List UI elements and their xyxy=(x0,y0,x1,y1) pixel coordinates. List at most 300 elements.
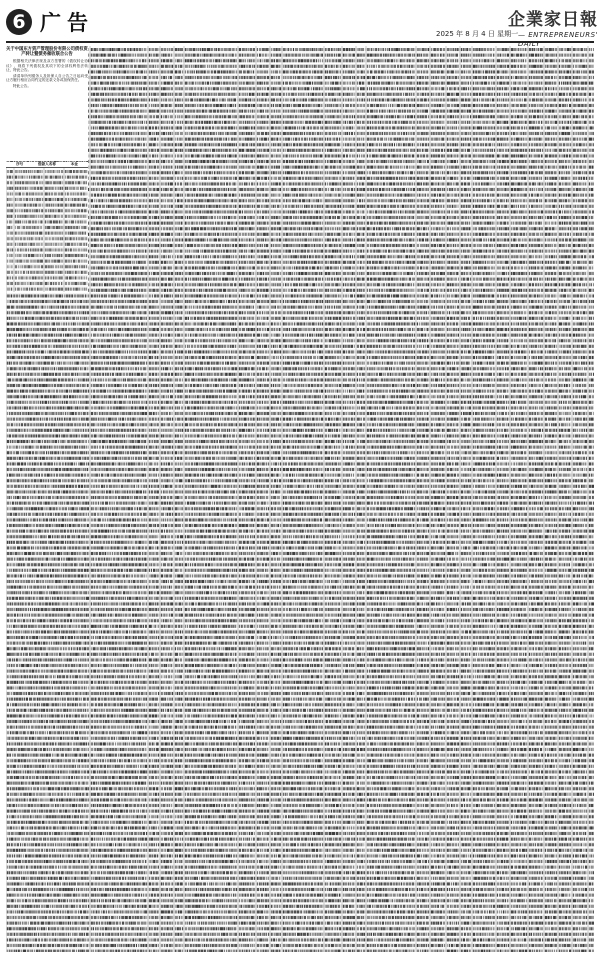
table-cell-text xyxy=(314,54,315,57)
table-cell-text xyxy=(384,65,385,68)
table-cell-text xyxy=(257,70,258,73)
table-cell-text xyxy=(248,115,251,118)
table-cell-text xyxy=(421,76,424,79)
table-cell-text xyxy=(133,48,134,51)
table-cell-text xyxy=(524,87,527,90)
table-cell-text xyxy=(567,54,570,57)
table-cell-text xyxy=(315,93,318,96)
table-cell-text xyxy=(352,59,354,62)
table-cell-text xyxy=(546,54,549,57)
table-cell-text xyxy=(327,70,328,73)
table-cell-text xyxy=(311,54,314,57)
table-cell-text xyxy=(260,59,261,62)
table-cell-text xyxy=(286,70,289,73)
table-cell-text xyxy=(126,115,129,118)
table-cell-text xyxy=(335,48,337,51)
table-cell-text xyxy=(325,110,326,113)
table-cell-text xyxy=(231,87,232,90)
table-cell-text xyxy=(283,93,285,96)
table-cell-text xyxy=(262,54,265,57)
table-cell-text xyxy=(395,104,396,107)
table-cell-text xyxy=(239,70,242,73)
table-cell-text xyxy=(531,65,533,68)
table-cell-text xyxy=(463,59,465,62)
table-cell-text xyxy=(161,115,162,118)
table-cell-text xyxy=(546,48,548,51)
table-cell-text xyxy=(271,48,273,51)
table-cell-text xyxy=(283,110,284,113)
table-cell-text xyxy=(389,48,390,51)
table-cell-text xyxy=(450,48,453,51)
table-cell-text xyxy=(170,93,172,96)
table-cell-text xyxy=(406,59,407,62)
table-cell-text xyxy=(196,110,198,113)
table-cell-text xyxy=(473,82,474,85)
table-cell-text xyxy=(249,93,251,96)
table-cell-text xyxy=(589,54,591,57)
table-cell-text xyxy=(190,76,191,79)
table-cell-text xyxy=(267,87,269,90)
table-cell-text xyxy=(347,82,349,85)
table-cell-text xyxy=(291,65,293,68)
table-cell-text xyxy=(363,54,365,57)
table-cell-text xyxy=(109,48,111,51)
table-cell-text xyxy=(161,93,164,96)
table-cell-text xyxy=(505,70,507,73)
table-cell-text xyxy=(497,87,498,90)
table-cell-text xyxy=(440,98,442,101)
table-cell-text xyxy=(338,82,339,85)
table-cell-text xyxy=(105,48,106,51)
table-cell-text xyxy=(113,104,114,107)
table-cell-text xyxy=(529,104,530,107)
table-cell-text xyxy=(277,93,278,96)
table-cell-text xyxy=(391,110,392,113)
table-cell-text xyxy=(320,59,321,62)
table-cell-text xyxy=(122,82,123,85)
table-cell-text xyxy=(343,98,344,101)
table-cell-text xyxy=(141,87,142,90)
table-cell-text xyxy=(202,59,205,62)
table-cell-text xyxy=(267,115,269,118)
table-cell-text xyxy=(422,48,425,51)
table-cell-text xyxy=(485,98,486,101)
table-cell-text xyxy=(587,104,588,107)
table-cell-text xyxy=(559,93,562,96)
table-cell-text xyxy=(145,70,147,73)
table-cell-text xyxy=(447,93,450,96)
table-cell-text xyxy=(310,59,313,62)
table-cell-text xyxy=(406,98,407,101)
table-cell-text xyxy=(404,110,406,113)
table-cell-text xyxy=(277,104,278,107)
table-cell-text xyxy=(175,70,178,73)
table-cell-text xyxy=(269,48,270,51)
table-cell-text xyxy=(185,76,187,79)
table-cell-text xyxy=(391,82,392,85)
table-cell-text xyxy=(335,59,337,62)
table-cell-text xyxy=(406,104,408,107)
table-cell-text xyxy=(457,48,458,51)
table-cell-text xyxy=(403,76,405,79)
table-cell-text xyxy=(362,93,365,96)
table-cell-text xyxy=(352,76,353,79)
table-cell-text xyxy=(333,48,334,51)
table-cell-text xyxy=(384,70,386,73)
table-cell-text xyxy=(456,70,457,73)
table-cell-text xyxy=(227,110,228,113)
table-cell-text xyxy=(537,110,540,113)
table-cell-text xyxy=(242,115,245,118)
table-cell-text xyxy=(396,54,398,57)
table-cell-text xyxy=(115,110,118,113)
table-cell-text xyxy=(465,48,466,51)
table-cell-text xyxy=(291,93,294,96)
table-cell-text xyxy=(353,70,355,73)
table-cell-text xyxy=(257,82,259,85)
table-cell-text xyxy=(193,48,196,51)
table-cell-text xyxy=(550,104,553,107)
table-cell-text xyxy=(181,59,182,62)
table-cell-text xyxy=(473,65,476,68)
table-cell-text xyxy=(229,48,232,51)
table-cell-text xyxy=(158,82,159,85)
table-cell-text xyxy=(573,110,575,113)
table-cell-text xyxy=(224,93,226,96)
table-cell-text xyxy=(577,48,580,51)
table-cell-text xyxy=(363,76,365,79)
table-cell-text xyxy=(592,110,594,113)
table-cell-text xyxy=(169,104,171,107)
table-cell-text xyxy=(215,98,218,101)
table-cell-text xyxy=(325,104,326,107)
table-cell-text xyxy=(445,93,446,96)
table-cell-text xyxy=(187,48,188,51)
table-cell-text xyxy=(252,76,253,79)
table-cell-text xyxy=(247,70,250,73)
table-cell-text xyxy=(303,48,305,51)
table-cell-text xyxy=(453,54,455,57)
table-cell-text xyxy=(540,110,541,113)
table-cell-text xyxy=(159,48,160,51)
table-cell-text xyxy=(533,93,535,96)
table-cell-text xyxy=(401,70,404,73)
table-cell-text xyxy=(153,76,156,79)
table-cell-text xyxy=(230,76,231,79)
table-cell-text xyxy=(569,110,571,113)
table-cell-text xyxy=(111,76,113,79)
table-cell-text xyxy=(513,110,514,113)
table-cell-text xyxy=(302,87,303,90)
table-cell-text xyxy=(243,70,246,73)
table-cell-text xyxy=(240,93,241,96)
table-cell-text xyxy=(475,59,478,62)
table-cell-text xyxy=(134,65,136,68)
table-cell-text xyxy=(333,104,334,107)
table-cell-text xyxy=(296,98,299,101)
table-cell-text xyxy=(187,93,188,96)
table-cell-text xyxy=(466,76,469,79)
table-cell-text xyxy=(475,82,476,85)
table-cell-text xyxy=(172,98,173,101)
table-cell-text xyxy=(434,104,437,107)
table-cell-text xyxy=(380,54,382,57)
table-cell-text xyxy=(220,110,223,113)
table-cell-text xyxy=(153,93,156,96)
table-cell-text xyxy=(267,104,269,107)
table-cell-text xyxy=(536,48,537,51)
table-cell-text xyxy=(163,87,166,90)
table-cell-text xyxy=(235,76,237,79)
table-cell-text xyxy=(497,54,498,57)
table-cell-text xyxy=(307,54,309,57)
table-cell-text xyxy=(131,76,134,79)
table-cell-text xyxy=(370,104,373,107)
table-cell-text xyxy=(386,82,387,85)
table-cell-text xyxy=(417,98,420,101)
table-cell-text xyxy=(211,65,213,68)
table-cell-text xyxy=(451,70,454,73)
table-cell-text xyxy=(353,98,354,101)
table-cell-text xyxy=(312,93,314,96)
table-cell-text xyxy=(239,115,240,118)
table-cell-text xyxy=(241,87,244,90)
table-cell-text xyxy=(115,59,118,62)
table-cell-text xyxy=(321,98,323,101)
table-cell-text xyxy=(303,59,306,62)
table-cell-text xyxy=(438,87,440,90)
table-cell-text xyxy=(250,48,253,51)
table-cell-text xyxy=(165,76,167,79)
table-cell-text xyxy=(136,70,138,73)
table-cell-text xyxy=(375,98,377,101)
table-cell-text xyxy=(126,65,127,68)
table-cell-text xyxy=(568,76,571,79)
table-cell-text xyxy=(402,110,404,113)
table-cell-text xyxy=(359,59,362,62)
table-cell-text xyxy=(300,93,301,96)
table-cell-text xyxy=(193,93,194,96)
table-cell-text xyxy=(111,65,112,68)
table-cell-text xyxy=(175,93,177,96)
table-cell-text xyxy=(473,48,475,51)
table-cell-text xyxy=(149,115,150,118)
table-cell-text xyxy=(369,76,371,79)
table-cell-text xyxy=(120,110,121,113)
table-cell-text xyxy=(507,110,509,113)
table-cell-text xyxy=(592,70,594,73)
table-cell-text xyxy=(263,115,266,118)
table-cell-text xyxy=(436,98,438,101)
table-cell-text xyxy=(284,110,287,113)
table-cell-text xyxy=(470,93,471,96)
table-cell-text xyxy=(101,48,104,51)
table-cell-text xyxy=(298,104,301,107)
table-cell-text xyxy=(475,87,477,90)
table-cell-text xyxy=(461,110,464,113)
table-cell-text xyxy=(264,82,266,85)
table-cell-text xyxy=(325,59,326,62)
table-cell-text xyxy=(163,54,165,57)
table-cell-text xyxy=(542,87,543,90)
table-cell-text xyxy=(149,48,151,51)
table-cell-text xyxy=(328,93,331,96)
table-cell-text xyxy=(105,93,107,96)
table-cell-text xyxy=(573,93,575,96)
table-cell-text xyxy=(533,65,536,68)
table-cell-text xyxy=(438,98,440,101)
table-cell-text xyxy=(347,87,348,90)
table-cell-text xyxy=(419,54,421,57)
table-cell-text xyxy=(540,65,542,68)
table-cell-text xyxy=(244,65,246,68)
table-cell-text xyxy=(193,65,194,68)
table-cell-text xyxy=(309,87,310,90)
table-cell-text xyxy=(585,87,587,90)
table-cell-text xyxy=(276,59,279,62)
table-cell-text xyxy=(585,54,587,57)
table-cell-text xyxy=(257,87,259,90)
table-cell-text xyxy=(139,98,140,101)
asset-list-table xyxy=(6,46,594,952)
table-cell-text xyxy=(515,70,517,73)
table-cell-text xyxy=(389,70,391,73)
table-cell-text xyxy=(441,87,444,90)
table-cell-text xyxy=(431,82,432,85)
table-cell-text xyxy=(583,70,584,73)
table-cell-text xyxy=(340,110,342,113)
table-cell-text xyxy=(107,104,109,107)
table-cell-text xyxy=(217,110,219,113)
table-cell-text xyxy=(266,93,269,96)
table-cell-text xyxy=(205,87,208,90)
table-cell-text xyxy=(545,87,547,90)
table-cell-text xyxy=(371,48,373,51)
table-cell-text xyxy=(107,76,110,79)
table-cell-text xyxy=(239,82,240,85)
table-cell-text xyxy=(361,48,364,51)
table-cell-text xyxy=(168,54,171,57)
table-cell-text xyxy=(511,82,512,85)
table-cell-text xyxy=(206,54,209,57)
table-cell-text xyxy=(545,82,547,85)
table-cell-text xyxy=(221,59,222,62)
table-cell-text xyxy=(420,93,421,96)
table-cell-text xyxy=(318,98,321,101)
table-cell-text xyxy=(95,54,98,57)
table-cell-text xyxy=(433,48,436,51)
table-cell-text xyxy=(580,48,582,51)
table-cell-text xyxy=(217,76,219,79)
table-cell-text xyxy=(524,65,526,68)
table-cell-text xyxy=(589,48,591,51)
table-cell-text xyxy=(349,48,350,51)
table-cell-text xyxy=(153,54,156,57)
table-cell-text xyxy=(354,93,355,96)
table-cell-text xyxy=(101,98,102,101)
table-cell-text xyxy=(409,93,411,96)
table-cell-text xyxy=(475,54,477,57)
table-cell-text xyxy=(314,98,317,101)
table-cell-text xyxy=(362,65,364,68)
table-cell-text xyxy=(196,98,198,101)
table-cell-text xyxy=(412,70,415,73)
table-cell-text xyxy=(483,70,484,73)
table-cell-text xyxy=(378,48,379,51)
table-cell-text xyxy=(559,76,561,79)
table-cell-text xyxy=(157,98,158,101)
table-cell-text xyxy=(461,82,464,85)
table-cell-text xyxy=(236,93,237,96)
table-cell-text xyxy=(575,65,578,68)
table-cell-text xyxy=(235,59,236,62)
table-cell-text xyxy=(548,59,549,62)
table-cell-text xyxy=(208,87,209,90)
table-cell-text xyxy=(257,110,259,113)
table-cell-text xyxy=(410,76,412,79)
table-cell-text xyxy=(149,98,150,101)
table-cell-text xyxy=(455,54,458,57)
table-cell-text xyxy=(387,48,389,51)
table-cell-text xyxy=(532,110,534,113)
table-cell-text xyxy=(195,82,197,85)
table-cell-text xyxy=(155,59,156,62)
table-cell-text xyxy=(391,87,394,90)
table-cell-text xyxy=(271,65,274,68)
table-cell-text xyxy=(302,98,304,101)
table-cell-text xyxy=(284,104,285,107)
table-cell-text xyxy=(102,93,104,96)
table-cell-text xyxy=(450,82,453,85)
table-cell-text xyxy=(499,65,502,68)
table-cell-text xyxy=(463,48,464,51)
table-cell-text xyxy=(133,104,135,107)
table-cell-text xyxy=(589,104,592,107)
table-cell-text xyxy=(247,54,249,57)
table-cell-text xyxy=(303,82,306,85)
table-cell-text xyxy=(485,87,486,90)
table-cell-text xyxy=(469,48,471,51)
table-cell-text xyxy=(239,110,241,113)
table-cell-text xyxy=(361,70,363,73)
table-cell-text xyxy=(121,98,124,101)
table-cell-text xyxy=(545,76,547,79)
table-cell-text xyxy=(223,76,225,79)
table-cell-text xyxy=(483,65,485,68)
table-cell-text xyxy=(271,93,274,96)
table-cell-text xyxy=(317,70,320,73)
table-cell-text xyxy=(207,65,208,68)
table-cell-text xyxy=(213,104,215,107)
table-cell-text xyxy=(302,70,305,73)
table-cell-text xyxy=(216,104,219,107)
table-cell-text xyxy=(233,115,234,118)
table-cell-text xyxy=(200,87,202,90)
table-cell-text xyxy=(504,98,507,101)
table-cell-text xyxy=(187,70,189,73)
table-cell-text xyxy=(164,82,167,85)
table-cell-text xyxy=(376,76,377,79)
table-cell-text xyxy=(396,82,399,85)
table-cell-text xyxy=(445,70,446,73)
table-cell-text xyxy=(194,115,195,118)
table-cell-text xyxy=(161,110,163,113)
table-cell-text xyxy=(306,93,307,96)
table-cell-text xyxy=(136,87,138,90)
table-cell-text xyxy=(408,98,410,101)
table-cell-text xyxy=(561,82,562,85)
table-cell-text xyxy=(453,48,455,51)
